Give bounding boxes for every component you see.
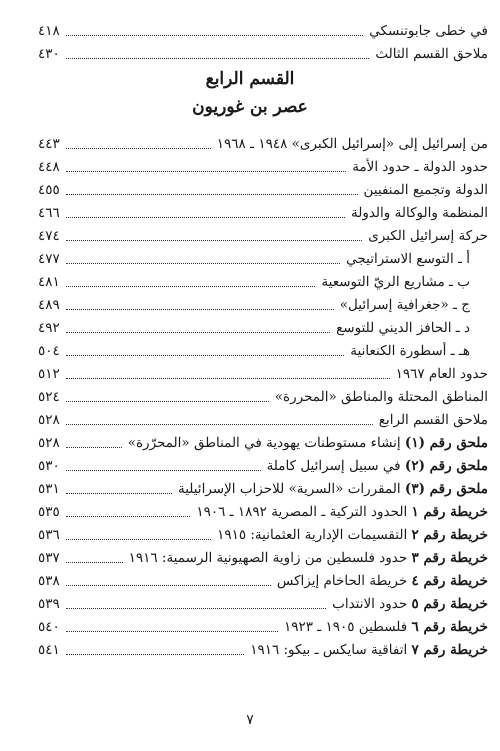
entry-title bbox=[250, 639, 488, 661]
entry-page: ٤٤٣ bbox=[38, 136, 60, 152]
dot-leader bbox=[66, 58, 370, 59]
dot-leader bbox=[66, 470, 261, 471]
dot-leader bbox=[66, 631, 278, 632]
entry-text: اتفاقية سايكس ـ بيكو: ١٩١٦ bbox=[250, 642, 408, 658]
entry-page: ٤٨١ bbox=[38, 274, 60, 290]
dot-leader bbox=[66, 148, 211, 149]
toc-entry bbox=[38, 179, 488, 201]
toc-entry bbox=[38, 133, 488, 155]
entry-title: الدولة وتجميع المنفيين bbox=[363, 182, 488, 198]
entry-page: ٤٧٤ bbox=[38, 228, 60, 244]
entry-page: ٥٣٧ bbox=[38, 550, 60, 566]
toc-entry bbox=[38, 156, 488, 178]
dot-leader bbox=[66, 493, 172, 494]
entry-page: ٤٤٨ bbox=[38, 159, 60, 175]
dot-leader bbox=[66, 378, 390, 379]
toc-entry bbox=[38, 524, 488, 546]
entry-text: فلسطين ١٩٠٥ ـ ١٩٢٣ bbox=[283, 619, 408, 635]
toc-entry bbox=[38, 43, 488, 65]
entry-text: إنشاء مستوطنات يهودية في المناطق «المحرّرة» bbox=[127, 435, 401, 451]
entry-label: ملحق رقم (١) bbox=[404, 435, 488, 451]
entry-title bbox=[332, 593, 488, 615]
entry-page: ٤٦٦ bbox=[38, 205, 60, 221]
dot-leader bbox=[66, 35, 364, 36]
toc-entry bbox=[38, 409, 488, 431]
entry-title bbox=[178, 478, 488, 500]
entry-title: ملاحق القسم الرابع bbox=[378, 412, 488, 428]
section-subtitle: عصر بن غوريون bbox=[192, 97, 308, 117]
entry-text: المقررات «السرية» للاحزاب الإسرائيلية bbox=[177, 481, 401, 497]
toc-entry bbox=[38, 317, 488, 339]
entry-title bbox=[217, 524, 488, 546]
toc-entry bbox=[38, 340, 488, 362]
dot-leader bbox=[66, 608, 326, 609]
entry-title bbox=[284, 616, 488, 638]
section-heading: القسم الرابع bbox=[205, 69, 295, 89]
entry-page: ٥٣٦ bbox=[38, 527, 60, 543]
entry-page: ٥٣٨ bbox=[38, 573, 60, 589]
dot-leader bbox=[66, 263, 340, 264]
entry-page: ٥٢٤ bbox=[38, 389, 60, 405]
toc-entry bbox=[38, 501, 488, 523]
entry-title bbox=[277, 570, 488, 592]
entry-title: أ ـ التوسع الاستراتيجي bbox=[346, 251, 470, 267]
entry-text: الحدود التركية ـ المصرية ١٨٩٢ ـ ١٩٠٦ bbox=[196, 504, 408, 520]
toc-entry bbox=[38, 248, 488, 270]
entry-title: ب ـ مشاريع الريّ التوسعية bbox=[321, 274, 470, 290]
entry-page: ٤١٨ bbox=[38, 23, 60, 39]
dot-leader bbox=[66, 171, 346, 172]
entry-page: ٥٤٠ bbox=[38, 619, 60, 635]
entry-title: ج ـ «جغرافية إسرائيل» bbox=[339, 297, 470, 313]
toc-entry bbox=[38, 616, 488, 638]
entry-title bbox=[196, 501, 488, 523]
toc-entry bbox=[38, 20, 488, 42]
dot-leader bbox=[66, 585, 271, 586]
entry-label: خريطة رقم ٥ bbox=[411, 596, 488, 612]
toc-entry bbox=[38, 478, 488, 500]
entry-page: ٥٣٠ bbox=[38, 458, 60, 474]
entry-title: هـ ـ أسطورة الكنعانية bbox=[350, 343, 470, 359]
entry-text: التقسيمات الإدارية العثمانية: ١٩١٥ bbox=[217, 527, 408, 543]
dot-leader bbox=[66, 562, 123, 563]
entry-label: خريطة رقم ٧ bbox=[411, 642, 488, 658]
entry-title: د ـ الحافز الديني للتوسع bbox=[336, 320, 470, 336]
dot-leader bbox=[66, 447, 122, 448]
entry-page: ٥٣٩ bbox=[38, 596, 60, 612]
toc-entry bbox=[38, 639, 488, 661]
entry-text: خريطة الحاخام إيزاكس bbox=[276, 573, 408, 589]
entry-title: المنظمة والوكالة والدولة bbox=[350, 205, 488, 221]
toc-entry bbox=[38, 547, 488, 569]
dot-leader bbox=[66, 286, 316, 287]
toc-entry bbox=[38, 455, 488, 477]
entry-title: من إسرائيل إلى «إسرائيل الكبرى» ١٩٤٨ ـ ١٩٦٨ bbox=[216, 136, 488, 152]
toc-entry bbox=[38, 225, 488, 247]
entry-page: ٤٨٩ bbox=[38, 297, 60, 313]
entry-title: حدود العام ١٩٦٧ bbox=[395, 366, 488, 382]
entry-page: ٤٣٠ bbox=[38, 46, 60, 62]
entry-page: ٥٢٨ bbox=[38, 435, 60, 451]
toc-entry bbox=[38, 294, 488, 316]
entry-text: حدود الانتداب bbox=[332, 596, 408, 612]
dot-leader bbox=[66, 516, 191, 517]
entry-label: خريطة رقم ٣ bbox=[411, 550, 488, 566]
dot-leader bbox=[66, 539, 211, 540]
entry-label: ملحق رقم (٣) bbox=[404, 481, 488, 497]
entry-page: ٥٤١ bbox=[38, 642, 60, 658]
entry-title: في خطى جابوتنسكي bbox=[369, 23, 488, 39]
toc-entry bbox=[38, 570, 488, 592]
entry-title: ملاحق القسم الثالث bbox=[375, 46, 488, 62]
dot-leader bbox=[66, 332, 330, 333]
entry-page: ٥١٢ bbox=[38, 366, 60, 382]
entry-page: ٥٠٤ bbox=[38, 343, 60, 359]
entry-text: في سبيل إسرائيل كاملة bbox=[266, 458, 401, 474]
entry-page: ٤٧٧ bbox=[38, 251, 60, 267]
toc-entry bbox=[38, 593, 488, 615]
dot-leader bbox=[66, 217, 345, 218]
entry-page: ٤٥٥ bbox=[38, 182, 60, 198]
entry-label: ملحق رقم (٢) bbox=[404, 458, 488, 474]
dot-leader bbox=[66, 654, 244, 655]
entry-label: خريطة رقم ١ bbox=[411, 504, 488, 520]
dot-leader bbox=[66, 240, 362, 241]
entry-title: حدود الدولة ـ حدود الأمة bbox=[352, 159, 488, 175]
dot-leader bbox=[66, 424, 373, 425]
toc-entry bbox=[38, 432, 488, 454]
entry-text: حدود فلسطين من زاوية الصهيونية الرسمية: ١٩١٦ bbox=[128, 550, 408, 566]
entry-label: خريطة رقم ٢ bbox=[411, 527, 488, 543]
dot-leader bbox=[66, 194, 358, 195]
toc-entry bbox=[38, 363, 488, 385]
entry-page: ٥٣٥ bbox=[38, 504, 60, 520]
page-number: ٧ bbox=[246, 712, 254, 728]
entry-title: المناطق المحتلة والمناطق «المحررة» bbox=[274, 389, 488, 405]
dot-leader bbox=[66, 355, 345, 356]
entry-page: ٥٢٨ bbox=[38, 412, 60, 428]
entry-title bbox=[129, 547, 488, 569]
entry-title: حركة إسرائيل الكبرى bbox=[368, 228, 488, 244]
dot-leader bbox=[66, 401, 269, 402]
entry-label: خريطة رقم ٤ bbox=[411, 573, 488, 589]
entry-title bbox=[267, 455, 488, 477]
entry-page: ٥٣١ bbox=[38, 481, 60, 497]
entry-label: خريطة رقم ٦ bbox=[411, 619, 488, 635]
toc-entry bbox=[38, 202, 488, 224]
toc-entry bbox=[38, 271, 488, 293]
entry-title bbox=[128, 432, 488, 454]
entry-page: ٤٩٢ bbox=[38, 320, 60, 336]
dot-leader bbox=[66, 309, 334, 310]
toc-entry bbox=[38, 386, 488, 408]
